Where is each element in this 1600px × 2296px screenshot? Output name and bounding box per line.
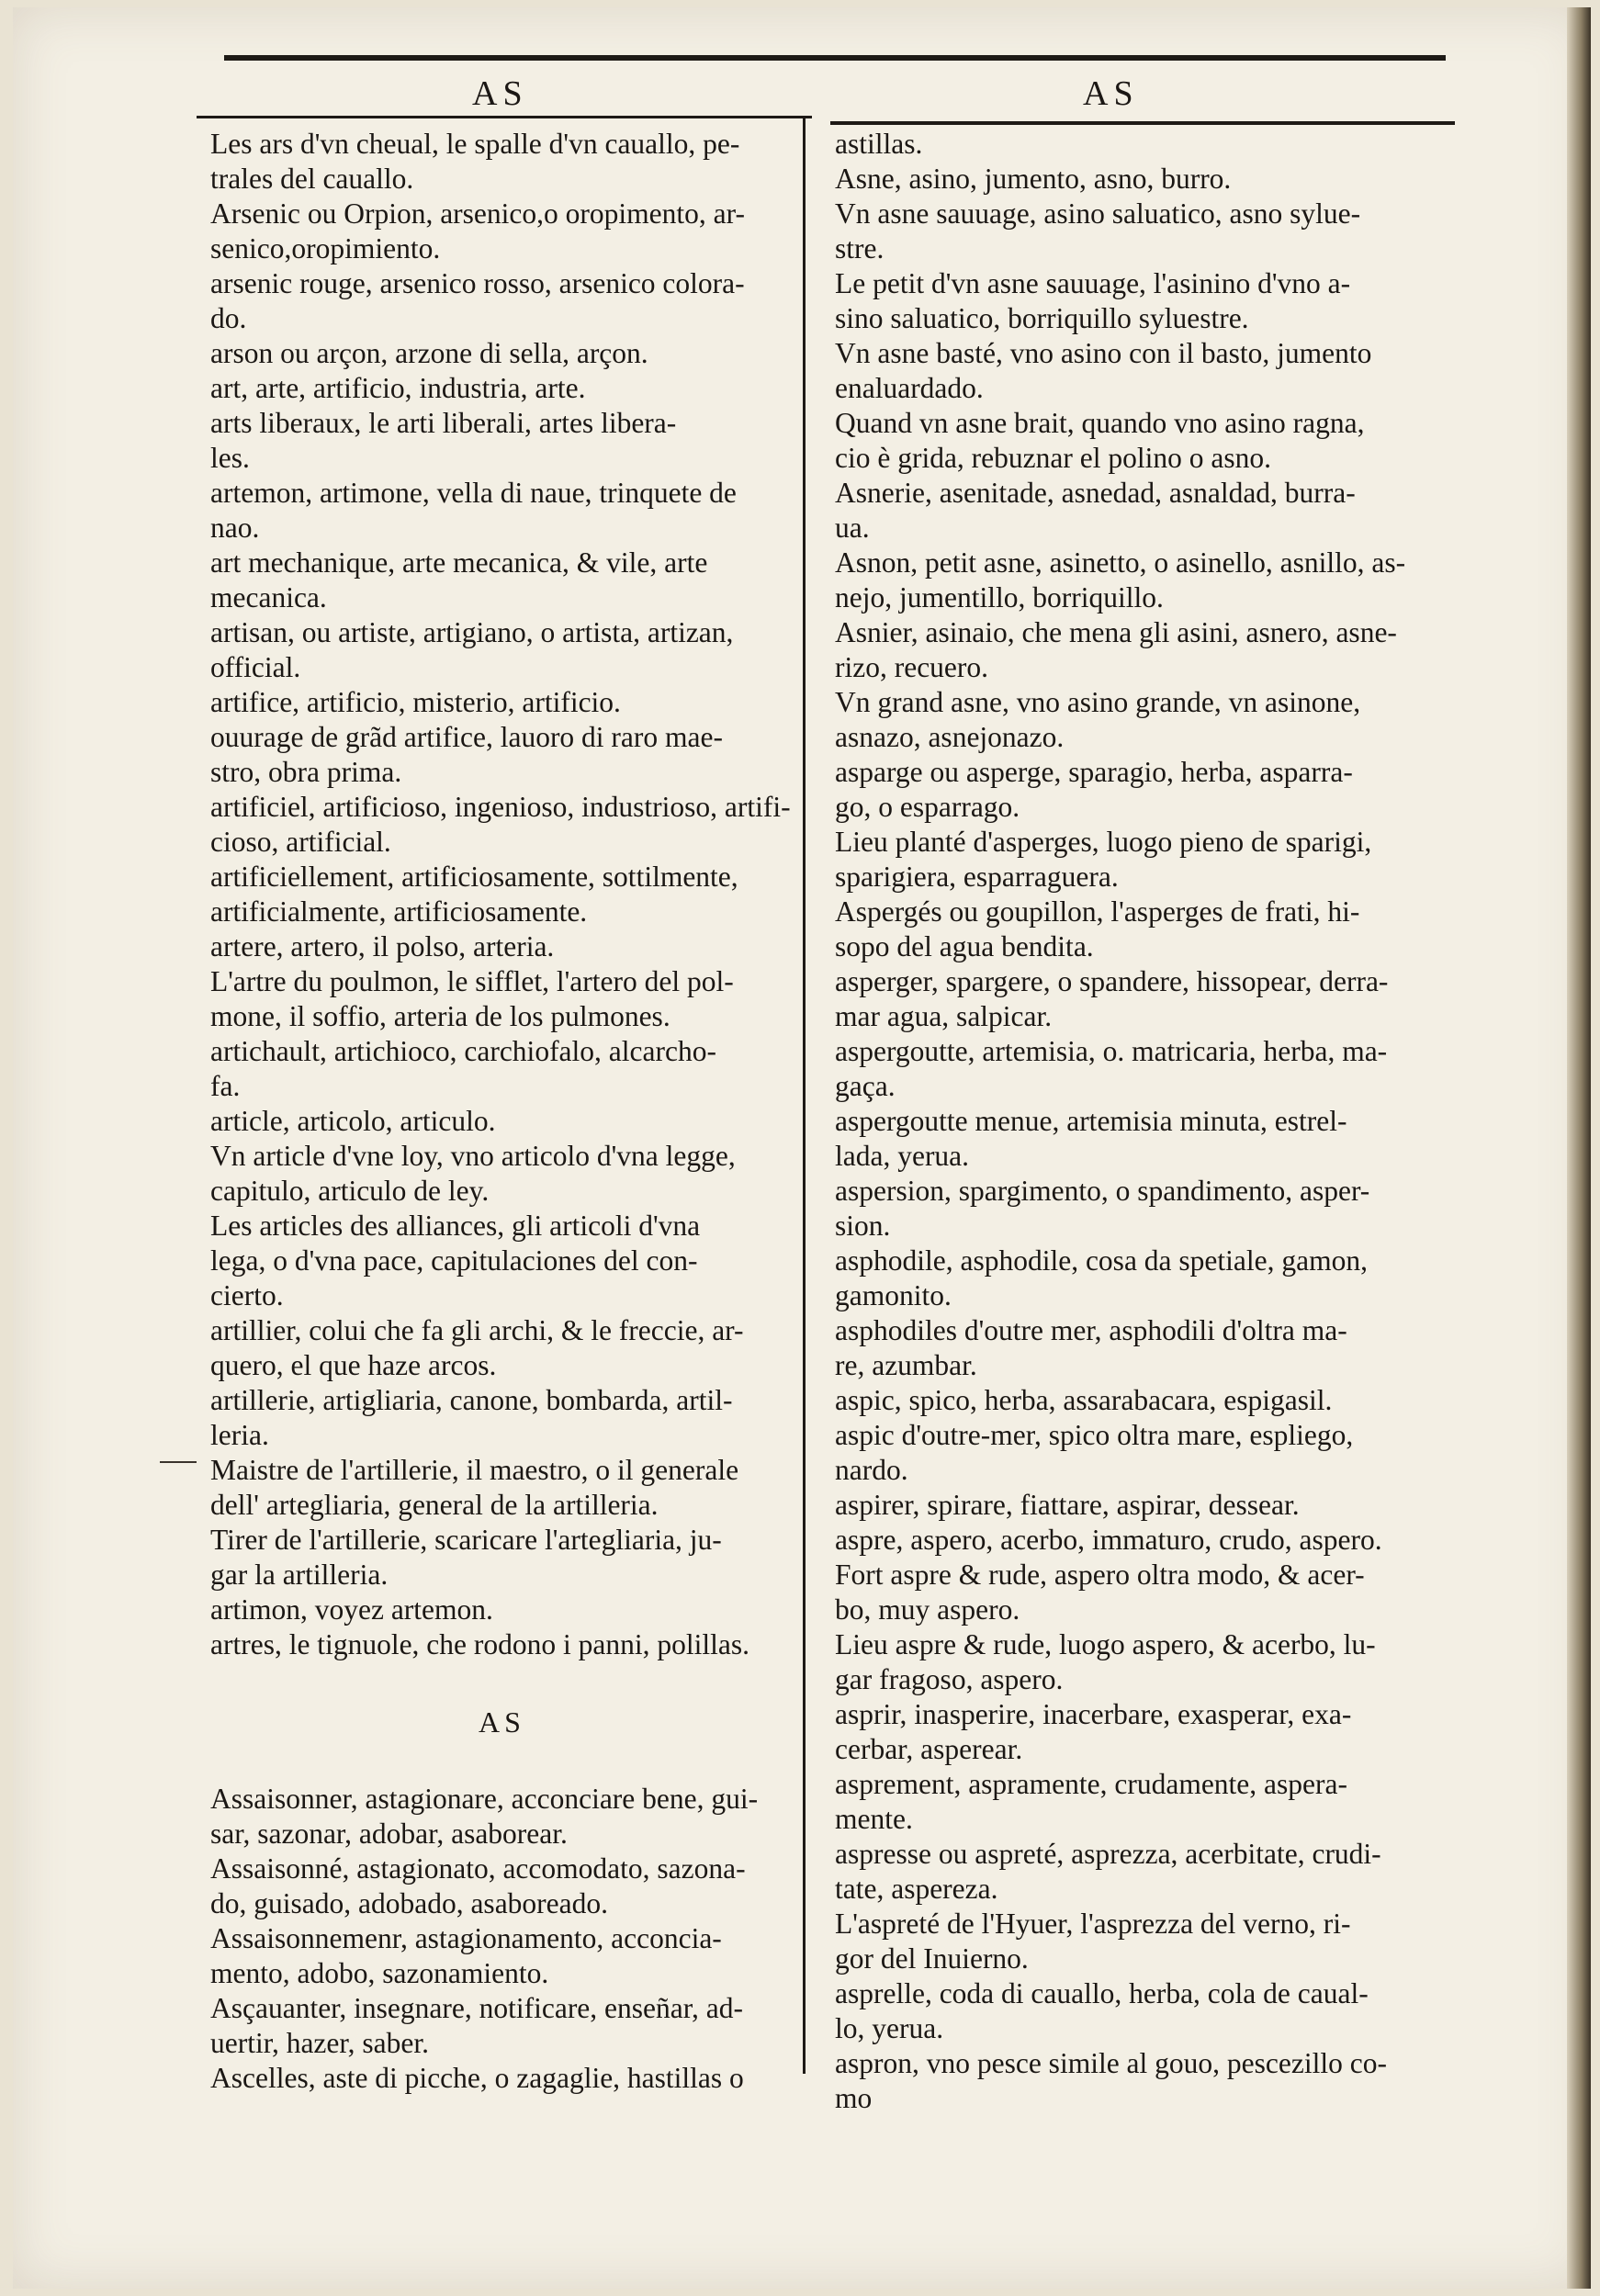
dictionary-line: aspre, aspero, acerbo, immaturo, crudo, aspero. [835,1524,1382,1556]
dictionary-line: artificialmente, artificiosamente. [210,895,588,928]
dictionary-line: asprir, inasperire, inacerbare, exasperar, exa- [835,1698,1352,1730]
dictionary-line: uertir, hazer, saber. [210,2027,429,2059]
dictionary-line: go, o esparrago. [835,791,1020,823]
right-column-rule [830,121,1455,125]
dictionary-line: Vn grand asne, vno asino grande, vn asinone, [835,686,1361,718]
dictionary-line: Asnon, petit asne, asinetto, o asinello, asnillo, as- [835,546,1406,579]
dictionary-line: asphodiles d'outre mer, asphodili d'oltra ma- [835,1314,1347,1346]
dictionary-line: artisan, ou artiste, artigiano, o artista, artizan, [210,616,734,648]
dictionary-line: lada, yerua. [835,1140,970,1172]
dictionary-line: Maistre de l'artillerie, il maestro, o il generale [210,1454,739,1486]
dictionary-line: artichault, artichioco, carchiofalo, alcarcho- [210,1035,716,1067]
dictionary-line: artere, artero, il polso, arteria. [210,930,555,962]
dictionary-line: les. [210,442,250,474]
dictionary-line: Asne, asino, jumento, asno, burro. [835,163,1232,195]
dictionary-line: artificiel, artificioso, ingenioso, industrioso, artifi- [210,791,791,823]
dictionary-line: L'aspreté de l'Hyuer, l'asprezza del verno, ri- [835,1908,1351,1940]
right-running-head: AS [1083,74,1139,113]
dictionary-line: tate, aspereza. [835,1873,998,1905]
dictionary-line: Assaisonnemenr, astagionamento, acconcia- [210,1922,722,1954]
dictionary-line: bo, muy aspero. [835,1593,1020,1626]
dictionary-line: Vn article d'vne loy, vno articolo d'vna legge, [210,1140,736,1172]
dictionary-line: Le petit d'vn asne sauuage, l'asinino d'vno a- [835,267,1351,299]
dictionary-line: Assaisonner, astagionare, acconciare bene, gui- [210,1783,759,1815]
dictionary-line: asprement, aspramente, crudamente, aspera- [835,1768,1347,1800]
dictionary-line: asnazo, asnejonazo. [835,721,1065,753]
dictionary-line: nao. [210,512,260,544]
book-page [13,7,1591,2289]
dictionary-line: cio è grida, rebuznar el polino o asno. [835,442,1271,474]
dictionary-line: article, articolo, articulo. [210,1105,496,1137]
dictionary-line: mo [835,2082,873,2114]
left-column [210,127,794,2096]
dictionary-line: art, arte, artificio, industria, arte. [210,372,586,404]
dictionary-line: aspergoutte, artemisia, o. matricaria, herba, ma- [835,1035,1388,1067]
dictionary-line: quero, el que haze arcos. [210,1349,497,1381]
dictionary-line: arson ou arçon, arzone di sella, arçon. [210,337,648,369]
dictionary-line: lo, yerua. [835,2012,944,2044]
dictionary-line: senico,oropimiento. [210,232,441,264]
dictionary-line: sino saluatico, borriquillo syluestre. [835,302,1249,334]
dictionary-line: nejo, jumentillo, borriquillo. [835,581,1164,613]
dictionary-line: Les ars d'vn cheual, le spalle d'vn cauallo, pe- [210,128,740,160]
dictionary-line: artimon, voyez artemon. [210,1593,493,1626]
dictionary-line: artificiellement, artificiosamente, sottilmente, [210,861,738,893]
dictionary-line: artillier, colui che fa gli archi, & le freccie, ar- [210,1314,744,1346]
dictionary-line: do, guisado, adobado, asaboreado. [210,1887,609,1919]
dictionary-line: Asçauanter, insegnare, notificare, enseñar, ad- [210,1992,743,2024]
left-column-rule [197,116,812,118]
dictionary-line: Aspergés ou goupillon, l'asperges de frati, hi- [835,895,1360,928]
dictionary-line: Lieu aspre & rude, luogo aspero, & acerbo, lu- [835,1628,1376,1660]
dictionary-line: Arsenic ou Orpion, arsenico,o oropimento, ar- [210,197,745,230]
dictionary-line: gar fragoso, aspero. [835,1663,1064,1695]
dictionary-line: leria. [210,1419,269,1451]
dictionary-line: nardo. [835,1454,908,1486]
dictionary-line: mente. [835,1803,913,1835]
header-rule [224,55,1446,61]
dictionary-line: Vn asne sauuage, asino saluatico, asno sylue- [835,197,1361,230]
dictionary-line: gor del Inuierno. [835,1942,1029,1975]
dictionary-line: aspirer, spirare, fiattare, aspirar, dessear. [835,1489,1300,1521]
left-running-head: AS [472,74,528,113]
dictionary-line: aspersion, spargimento, o spandimento, asper- [835,1175,1370,1207]
dictionary-line: Asnier, asinaio, che mena gli asini, asnero, asne- [835,616,1397,648]
margin-mark [160,1461,197,1463]
dictionary-line: aspic, spico, herba, assarabacara, espigasil. [835,1384,1333,1416]
dictionary-line: cioso, artificial. [210,826,391,858]
dictionary-line: trales del cauallo. [210,163,414,195]
dictionary-line: cierto. [210,1279,284,1311]
dictionary-line: capitulo, articulo de ley. [210,1175,490,1207]
dictionary-line: mar agua, salpicar. [835,1000,1053,1032]
dictionary-line: ua. [835,512,870,544]
dictionary-line: do. [210,302,247,334]
dictionary-line: artifice, artificio, misterio, artificio. [210,686,621,718]
dictionary-line: asphodile, asphodile, cosa da spetiale, gamon, [835,1244,1368,1277]
dictionary-line: aspic d'outre-mer, spico oltra mare, espliego, [835,1419,1354,1451]
dictionary-line: cerbar, asperear. [835,1733,1023,1765]
dictionary-line: sar, sazonar, adobar, asaborear. [210,1818,568,1850]
page-spine-shadow [1567,7,1591,2289]
dictionary-line: ouurage de grãd artifice, lauoro di raro mae- [210,721,723,753]
dictionary-line: art mechanique, arte mecanica, & vile, arte [210,546,708,579]
dictionary-line: Vn asne basté, vno asino con il basto, jumento [835,337,1372,369]
dictionary-line: re, azumbar. [835,1349,977,1381]
dictionary-line: enaluardado. [835,372,984,404]
dictionary-line: artres, le tignuole, che rodono i panni, polillas. [210,1628,749,1660]
dictionary-line: astillas. [835,128,923,160]
dictionary-line: mento, adobo, sazonamiento. [210,1957,549,1989]
dictionary-line: sion. [835,1210,891,1242]
dictionary-line: Assaisonné, astagionato, accomodato, sazona- [210,1852,746,1885]
dictionary-line: stro, obra prima. [210,756,402,788]
right-column [835,127,1437,2116]
dictionary-line: asperger, spargere, o spandere, hissopear, derra- [835,965,1389,997]
dictionary-line: L'artre du poulmon, le sifflet, l'artero del pol- [210,965,734,997]
dictionary-line: sopo del agua bendita. [835,930,1094,962]
dictionary-line: arsenic rouge, arsenico rosso, arsenico colora- [210,267,745,299]
dictionary-line: dell' artegliaria, general de la artilleria. [210,1489,659,1521]
dictionary-line: asparge ou asperge, sparagio, herba, asparra- [835,756,1353,788]
dictionary-line: official. [210,651,301,683]
dictionary-line: gar la artilleria. [210,1559,389,1591]
column-divider [803,118,806,2074]
dictionary-line: gaça. [835,1070,896,1102]
dictionary-line: aspergoutte menue, artemisia minuta, estrel- [835,1105,1347,1137]
dictionary-line: lega, o d'vna pace, capitulaciones del con- [210,1244,698,1277]
dictionary-line: rizo, recuero. [835,651,989,683]
dictionary-line: Ascelles, aste di picche, o zagaglie, hastillas o [210,2062,744,2094]
dictionary-line: gamonito. [835,1279,952,1311]
dictionary-line: Asnerie, asenitade, asnedad, asnaldad, burra- [835,477,1356,509]
dictionary-line: stre. [835,232,885,264]
dictionary-line: artillerie, artigliaria, canone, bombarda, artil- [210,1384,733,1416]
dictionary-line: aspresse ou aspreté, asprezza, acerbitate, crudi- [835,1838,1381,1870]
section-heading: AS [479,1705,525,1739]
dictionary-line: Lieu planté d'asperges, luogo pieno de sparigi, [835,826,1372,858]
dictionary-line: mecanica. [210,581,327,613]
dictionary-line: aspron, vno pesce simile al gouo, pescezillo co- [835,2047,1387,2079]
dictionary-line: Les articles des alliances, gli articoli d'vna [210,1210,701,1242]
dictionary-line: Tirer de l'artillerie, scaricare l'artegliaria, ju- [210,1524,722,1556]
dictionary-line: Quand vn asne brait, quando vno asino ragna, [835,407,1365,439]
dictionary-line: fa. [210,1070,241,1102]
dictionary-line: artemon, artimone, vella di naue, trinquete de [210,477,737,509]
dictionary-line: Fort aspre & rude, aspero oltra modo, & acer- [835,1559,1365,1591]
dictionary-line: mone, il soffio, arteria de los pulmones. [210,1000,670,1032]
dictionary-line: asprelle, coda di cauallo, herba, cola de caual- [835,1977,1369,2009]
dictionary-line: sparigiera, esparraguera. [835,861,1119,893]
dictionary-line: arts liberaux, le arti liberali, artes libera- [210,407,677,439]
